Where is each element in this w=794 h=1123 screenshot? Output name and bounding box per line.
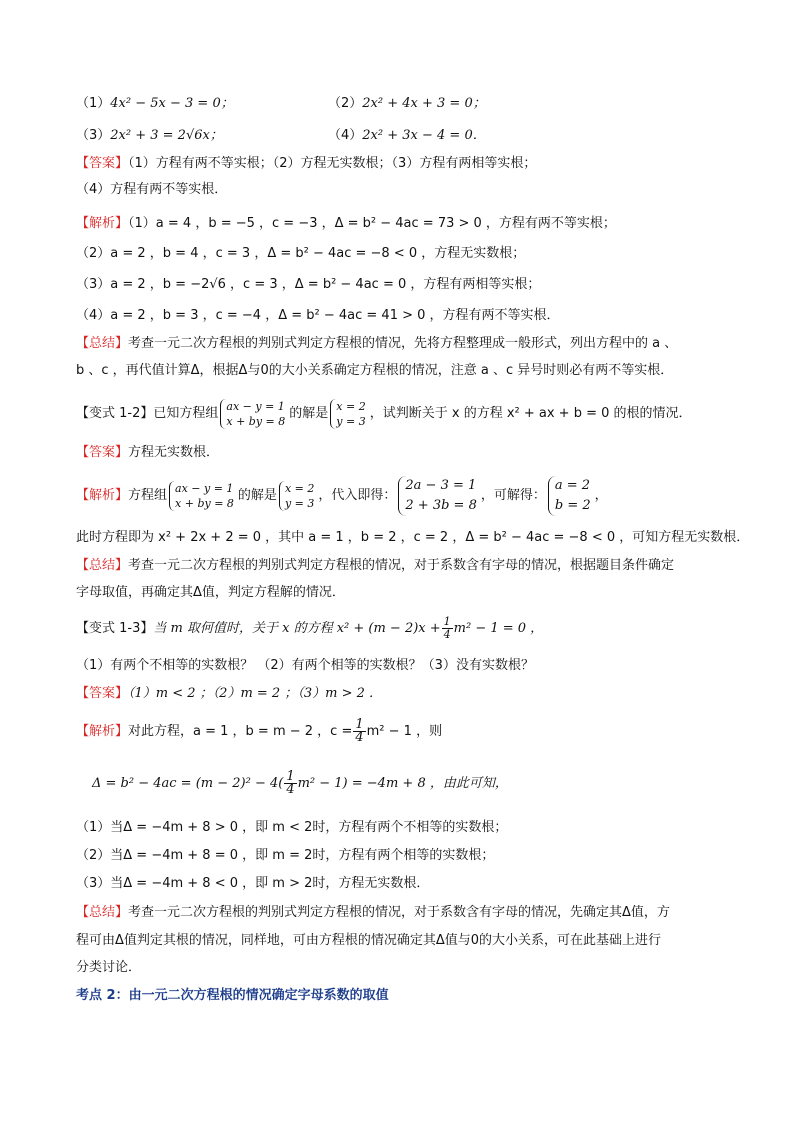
variant-1-2-analysis-line-2: 此时方程即为 x² + 2x + 2 = 0 ，其中 a = 1 ，b = 2 ，c = 2 ，Δ = b² − 4ac = −8 < 0 ，可知方程无实数根． [76,530,750,545]
problem-3-equation: 2x² + 3 = 2√6x； [110,128,223,143]
analysis-line-3: （3）a = 2 ，b = −2√6 ，c = 3 ，Δ = b² − 4ac = 0 ，方程有两相等实根； [76,277,541,292]
case-3: （3）当Δ = −4m + 8 < 0 ，即 m > 2时，方程无实数根． [76,876,430,891]
case-1: （1）当Δ = −4m + 8 > 0 ，即 m < 2时，方程有两个不相等的实数根； [76,820,508,835]
fraction-one-quarter [353,719,365,744]
system-row: x + by = 8 [175,496,234,510]
answer-text: 方程无实数根． [128,445,220,460]
summary-text-1: 考查一元二次方程根的判别式判定方程根的情况，先将方程整理成一般形式，列出方程中的 a 、 [128,336,678,351]
variant-1-2-summary-line-2: 字母取值，再确定其Δ值，判定方程解的情况． [76,585,345,600]
analysis-end: ， [594,488,608,503]
problem-2-equation: 2x² + 4x + 3 = 0； [362,96,486,111]
answer-line-2: （4）方程有两不等实根． [76,182,228,197]
summary-text: 考查一元二次方程根的判别式判定方程根的情况，对于系数含有字母的情况，先确定其Δ值，方 [128,905,670,920]
variant-1-2-summary-line-1 [76,556,674,576]
fraction-numerator: 1 [443,615,451,628]
system-row: x + by = 8 [226,414,286,428]
question-mid: 的解是 [289,406,329,421]
system-row: ax − y = 1 [175,481,234,495]
analysis-line-1 [76,214,616,234]
fraction-denominator: 4 [286,782,295,797]
question-post: ，试判断关于 x 的方程 x² + ax + b = 0 的根的情况． [369,406,692,421]
substituted-system [398,476,478,516]
answer-tag: 【答案】 [76,445,129,460]
fraction-denominator: 4 [443,628,451,641]
problem-4-equation: 2x² + 3x − 4 = 0． [362,128,486,143]
result-system [548,476,593,516]
answer-text-1: （1）方程有两不等实根；（2）方程无实数根；（3）方程有两相等实根； [128,156,537,171]
section-heading: 考点 2：由一元二次方程根的情况确定字母系数的取值 [76,988,389,1003]
analysis-mid-2: ，代入即得： [318,488,397,503]
analysis-mid-3: ，可解得： [480,488,546,503]
delta-formula [92,764,508,804]
analysis-tag: 【解析】 [76,724,129,739]
system-row: 2 + 3b = 8 [405,497,477,513]
system-row: x = 2 [336,399,366,413]
variant-1-3-summary-line-2: 程可由Δ值判定其根的情况，同样地，可由方程根的情况确定其Δ值与0的大小关系，可在此基础上进行 [76,933,662,948]
solution-system-1 [330,399,367,429]
variant-1-3-question [76,614,543,644]
variant-1-3-answer [76,684,382,704]
fraction-numerator: 1 [286,769,295,784]
answer-line-1 [76,154,536,174]
answer-text: （1）m < 2 ；（2）m = 2 ；（3）m > 2 ． [128,686,382,701]
problem-4-number: （4） [328,128,363,143]
problem-1-equation: 4x² − 5x − 3 = 0； [110,96,234,111]
summary-tag: 【总结】 [76,558,129,573]
analysis-tag: 【解析】 [76,216,129,231]
variant-1-3-subquestions: （1）有两个不相等的实数根？ （2）有两个相等的实数根？（3）没有实数根？ [76,658,534,673]
answer-tag: 【答案】 [76,156,129,171]
problem-row-2 [76,126,486,146]
analysis-line-4: （4）a = 2 ，b = 3 ，c = −4 ，Δ = b² − 4ac = 41 > 0 ，方程有两不等实根． [76,308,560,323]
variant-1-3-analysis [76,714,442,750]
question-post: m² − 1 = 0 ， [453,621,544,636]
case-2: （2）当Δ = −4m + 8 = 0 ，即 m = 2时，方程有两个相等的实数根； [76,848,495,863]
fraction-one-quarter [442,616,453,641]
variant-tag: 【变式 1-2】 [76,406,154,421]
variant-tag: 【变式 1-3】 [76,621,154,636]
fraction-denominator: 4 [355,730,364,745]
system-row: y = 3 [336,414,366,428]
analysis-tag: 【解析】 [76,488,129,503]
system-row: 2a − 3 = 1 [405,477,477,493]
problem-2-number: （2） [328,96,363,111]
equation-system-1 [220,399,287,429]
system-row: b = 2 [554,497,591,513]
problem-row-1 [76,94,486,114]
delta-post: m² − 1) = −4m + 8 ，由此可知， [297,776,508,791]
variant-1-3-summary-line-1 [76,903,670,923]
analysis-post: m² − 1 ，则 [366,724,443,739]
analysis-pre: 对此方程，a = 1 ，b = m − 2 ，c = [128,724,353,739]
delta-pre: Δ = b² − 4ac = (m − 2)² − 4( [92,776,284,791]
analysis-line-2: （2）a = 2 ，b = 4 ，c = 3 ，Δ = b² − 4ac = −8 < 0 ，方程无实数根； [76,246,526,261]
analysis-text-1: （1）a = 4 ，b = −5 ，c = −3 ，Δ = b² − 4ac = 73 > 0 ，方程有两不等实根； [128,216,616,231]
problem-3-number: （3） [76,128,111,143]
analysis-mid: 的解是 [237,488,277,503]
analysis-pre: 方程组 [128,488,168,503]
equation-system-2 [169,481,236,511]
summary-tag: 【总结】 [76,336,129,351]
summary-line-1 [76,334,677,354]
system-row: a = 2 [554,477,591,493]
answer-tag: 【答案】 [76,686,129,701]
variant-1-2-question [76,398,692,430]
fraction-numerator: 1 [355,717,364,732]
summary-line-2: b 、c ，再代值计算Δ，根据Δ与0的大小关系确定方程根的情况，注意 a 、c 异号时则必有两不等实根． [76,363,674,378]
system-row: y = 3 [284,496,315,510]
variant-1-3-summary-line-3: 分类讨论． [76,960,142,975]
problem-1-number: （1） [76,96,111,111]
question-pre: 已知方程组 [153,406,219,421]
question-pre: 当 m 取何值时，关于 x 的方程 x² + (m − 2)x + [153,621,441,636]
summary-text: 考查一元二次方程根的判别式判定方程根的情况，对于系数含有字母的情况，根据题目条件确定 [128,558,675,573]
variant-1-2-analysis [76,474,608,518]
fraction-one-quarter [284,771,296,796]
variant-1-2-answer [76,443,219,463]
solution-system-2 [279,481,316,511]
system-row: ax − y = 1 [226,399,285,413]
system-row: x = 2 [284,481,315,495]
summary-tag: 【总结】 [76,905,129,920]
